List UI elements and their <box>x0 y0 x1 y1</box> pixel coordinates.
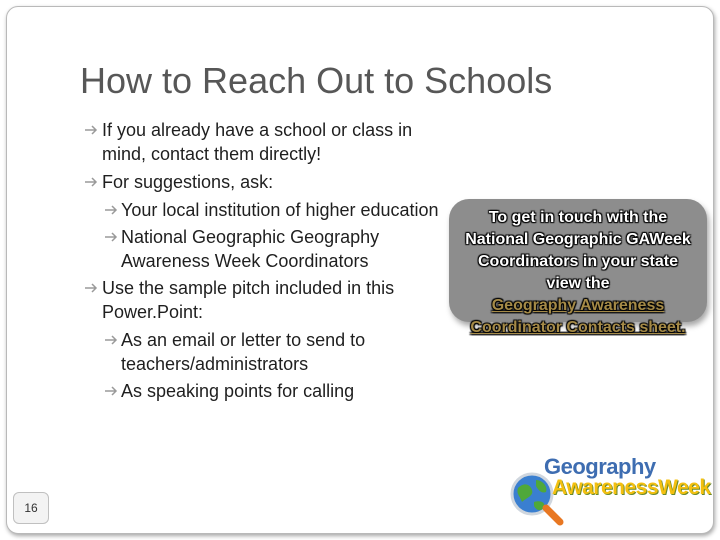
sub-bullet-item <box>84 328 454 376</box>
sub-bullet-text: National Geographic Geography Awareness Week Coordinators <box>121 227 380 271</box>
coordinator-contacts-link[interactable]: Geography Awareness Coordinator Contacts sheet. <box>470 297 686 336</box>
sub-bullet-text: As an email or letter to send to teachers/administrators <box>121 330 366 374</box>
bullet-arrow-icon <box>84 283 98 293</box>
sub-bullet-item <box>84 225 454 273</box>
bullet-arrow-icon <box>104 335 118 345</box>
geography-awareness-week-logo <box>508 452 711 528</box>
bullet-text: If you already have a school or class in mind, contact them directly! <box>102 120 413 164</box>
slide-title: How to Reach Out to Schools <box>80 60 553 101</box>
bullet-item <box>84 118 454 166</box>
bullet-arrow-icon <box>104 232 118 242</box>
bullet-list <box>84 118 454 406</box>
bullet-arrow-icon <box>104 205 118 215</box>
bullet-text: Use the sample pitch included in this Power.Point: <box>102 278 395 322</box>
bullet-text: For suggestions, ask: <box>102 172 274 192</box>
sub-bullet-item <box>84 379 454 403</box>
page-number: 16 <box>13 492 49 524</box>
bullet-item <box>84 170 454 194</box>
logo-text-awareness-week: AwarenessWeek <box>552 476 711 499</box>
bullet-arrow-icon <box>104 386 118 396</box>
callout-text: To get in touch with the National Geographic GAWeek Coordinators in your state view the <box>465 209 691 292</box>
sub-bullet-item <box>84 198 454 222</box>
bullet-arrow-icon <box>84 177 98 187</box>
logo-text-geography: Geography <box>544 454 656 479</box>
bullet-item <box>84 276 454 324</box>
bullet-arrow-icon <box>84 125 98 135</box>
sub-bullet-text: As speaking points for calling <box>121 381 355 401</box>
sub-bullet-text: Your local institution of higher education <box>121 200 439 220</box>
callout-box <box>449 199 707 336</box>
